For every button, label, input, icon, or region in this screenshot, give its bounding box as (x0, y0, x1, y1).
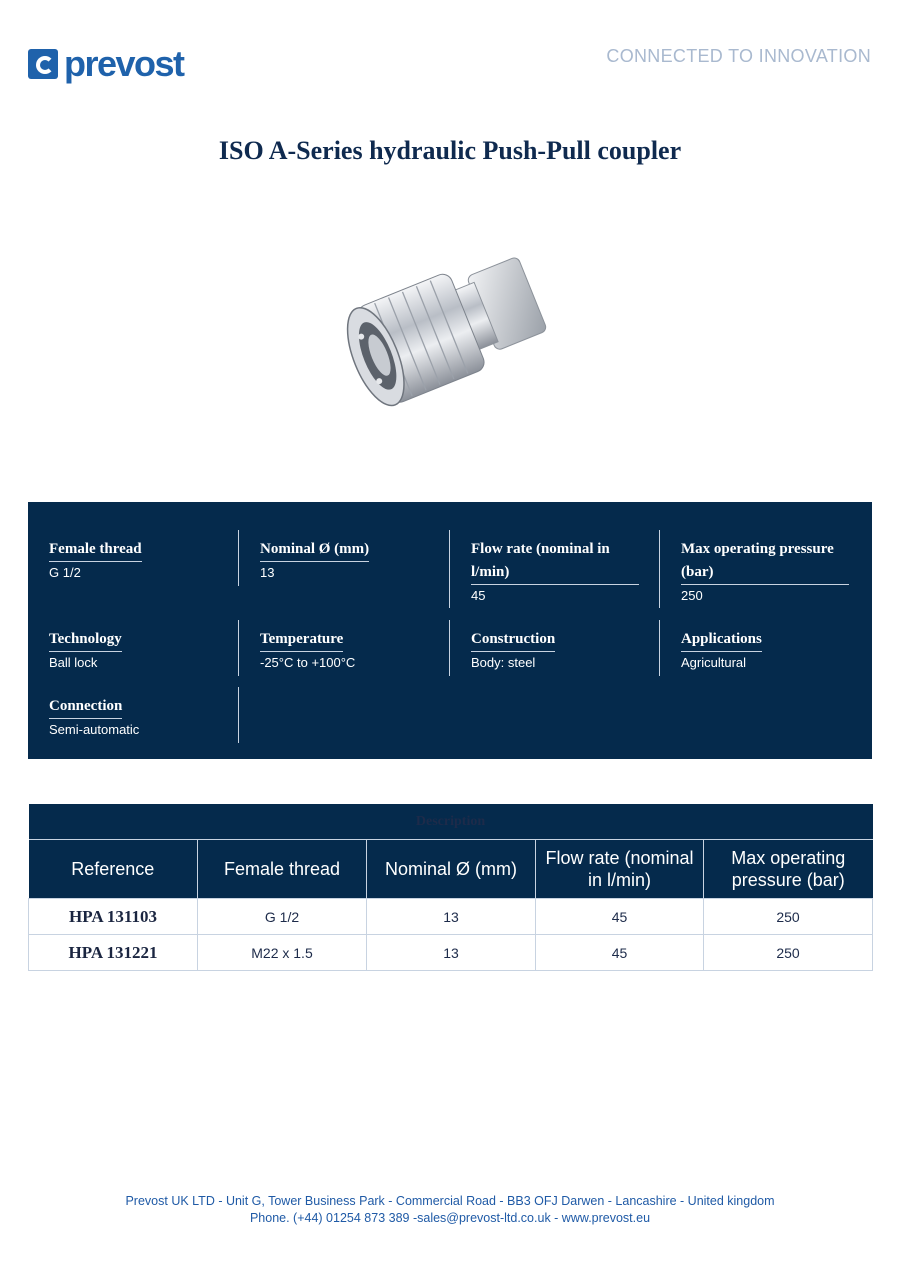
spec-label: Technology (49, 628, 122, 652)
specifications-panel (28, 502, 872, 759)
spec-value: G 1/2 (49, 565, 81, 580)
table-header-row (29, 840, 873, 899)
spec-label: Temperature (260, 628, 343, 652)
logo-text: prevost (64, 43, 184, 84)
spec-value: Semi-automatic (49, 722, 140, 737)
cell-female-thread: G 1/2 (198, 899, 367, 935)
spec-label: Applications (681, 628, 762, 652)
table-row (29, 899, 873, 935)
footer (0, 1193, 900, 1227)
spec-value: 45 (471, 588, 486, 603)
column-header-female-thread: Female thread (198, 840, 367, 899)
page-title: ISO A-Series hydraulic Push-Pull coupler (218, 136, 682, 165)
prevost-logo (28, 44, 184, 84)
spec-label: Connection (49, 695, 122, 719)
spec-temperature (238, 620, 450, 676)
cell-flow-rate: 45 (536, 935, 704, 971)
cell-max-pressure: 250 (704, 899, 873, 935)
footer-contact: Phone. (+44) 01254 873 389 -sales@prevost-ltd.co.uk - www.prevost.eu (249, 1211, 651, 1225)
spec-value: 13 (260, 565, 275, 580)
tagline: CONNECTED TO INNOVATION (606, 46, 871, 66)
table-row (29, 935, 873, 971)
footer-address: Prevost UK LTD - Unit G, Tower Business Park - Commercial Road - BB3 OFJ Darwen - Lancashire - United kingdom (125, 1194, 775, 1208)
cell-nominal-diameter: 13 (367, 899, 536, 935)
spec-label: Flow rate (nominal in l/min) (471, 538, 639, 585)
spec-technology (28, 628, 239, 673)
cell-max-pressure: 250 (704, 935, 873, 971)
column-header-max-pressure: Max operating pressure (bar) (704, 840, 873, 899)
spec-label: Female thread (49, 538, 142, 562)
description-title: Description (29, 804, 873, 840)
cell-reference: HPA 131103 (29, 899, 198, 935)
description-table (28, 804, 873, 971)
cell-flow-rate: 45 (536, 899, 704, 935)
spec-value: -25°C to +100°C (260, 655, 356, 670)
spec-label: Nominal Ø (mm) (260, 538, 369, 562)
spec-divider (238, 687, 240, 743)
spec-label: Max operating pressure (bar) (681, 538, 849, 585)
spec-applications (659, 620, 871, 676)
spec-construction (449, 620, 661, 676)
coupler-product-image (335, 218, 560, 443)
cell-nominal-diameter: 13 (367, 935, 536, 971)
spec-female-thread (28, 538, 239, 583)
spec-connection (28, 695, 239, 740)
spec-value: Agricultural (681, 655, 747, 670)
spec-value: Body: steel (471, 655, 536, 670)
spec-max-pressure (659, 530, 871, 608)
column-header-reference: Reference (29, 840, 198, 899)
spec-label: Construction (471, 628, 555, 652)
column-header-flow-rate: Flow rate (nominal in l/min) (536, 840, 704, 899)
prevost-logo-icon (28, 49, 58, 79)
cell-reference: HPA 131221 (29, 935, 198, 971)
spec-nominal-diameter (238, 530, 450, 586)
column-header-nominal-diameter: Nominal Ø (mm) (367, 840, 536, 899)
cell-female-thread: M22 x 1.5 (198, 935, 367, 971)
spec-value: 250 (681, 588, 703, 603)
spec-flow-rate (449, 530, 661, 608)
spec-value: Ball lock (49, 655, 98, 670)
